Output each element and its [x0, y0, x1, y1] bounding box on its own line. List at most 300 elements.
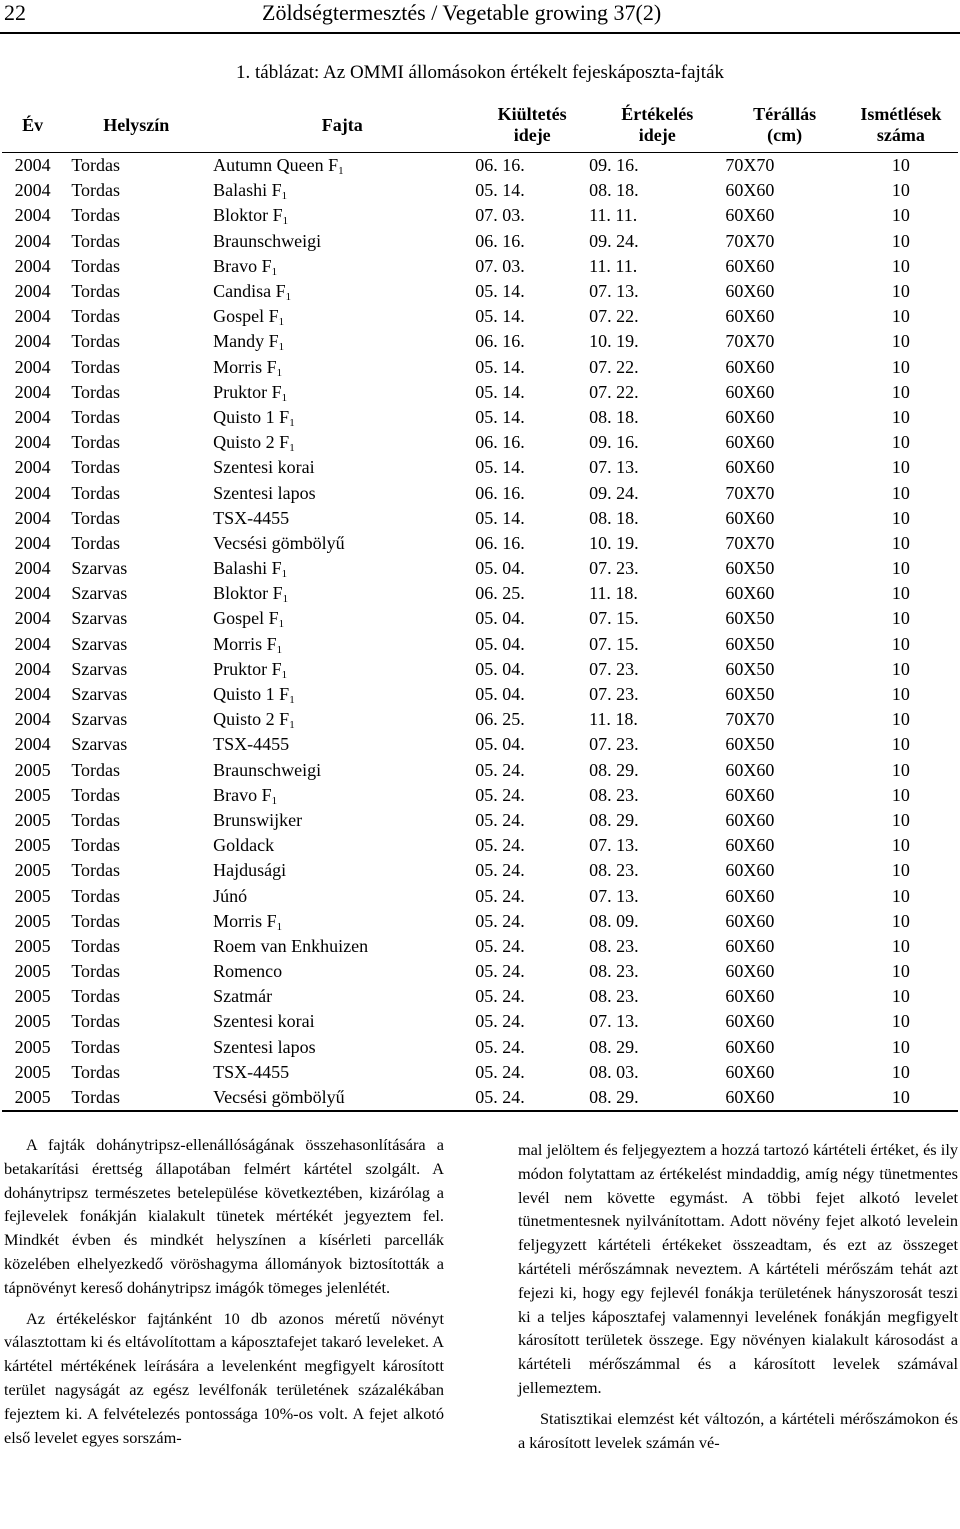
cell-spacing: 60X60 — [725, 1087, 775, 1108]
cell-planting: 06. 16. — [475, 153, 589, 179]
cell-place: Tordas — [71, 281, 121, 302]
cell-variety: Szentesi lapos — [213, 1036, 316, 1057]
cell-repetitions: 10 — [891, 860, 910, 881]
cell-spacing: 60X50 — [725, 684, 775, 705]
cell-year: 2004 — [14, 482, 51, 503]
cell-variety: Szentesi korai — [213, 1011, 315, 1032]
cell-repetitions: 10 — [891, 684, 910, 705]
cell-place: Tordas — [71, 381, 121, 402]
cell-variety: Bloktor $F_1$ — [213, 205, 289, 228]
cell-variety: Szatmár — [213, 986, 273, 1007]
variety-table — [2, 98, 958, 1112]
cell-planting: 05. 24. — [475, 835, 525, 856]
table-row — [2, 304, 958, 329]
cell-year: 2005 — [14, 910, 51, 931]
cell-spacing: 70X70 — [725, 153, 844, 179]
cell-spacing: 60X60 — [725, 356, 775, 377]
cell-year: 2005 — [14, 809, 51, 830]
cell-spacing: 60X60 — [725, 507, 775, 528]
cell-repetitions: 10 — [891, 432, 910, 453]
cell-repetitions: 10 — [891, 734, 910, 755]
cell-spacing: 60X60 — [725, 986, 775, 1007]
header-variety: Fajta — [321, 114, 363, 135]
cell-planting: 06. 25. — [475, 583, 525, 604]
cell-place: Szarvas — [71, 734, 128, 755]
table-row — [2, 657, 958, 682]
journal-title: Zöldségtermesztés / Vegetable growing 37(2) — [262, 0, 662, 25]
cell-place: Tordas — [71, 1011, 121, 1032]
body-left-column — [4, 1133, 444, 1449]
page-number: 22 — [4, 0, 26, 25]
cell-variety-subscript: 1 — [271, 794, 278, 807]
cell-spacing: 60X60 — [725, 935, 775, 956]
cell-variety-subscript: 1 — [281, 668, 288, 681]
cell-year: 2005 — [14, 759, 51, 780]
cell-year: 2004 — [14, 356, 51, 377]
cell-repetitions: 10 — [891, 885, 910, 906]
cell-year: 2004 — [14, 457, 51, 478]
cell-year: 2004 — [14, 709, 51, 730]
cell-repetitions: 10 — [891, 255, 910, 276]
paragraph: mal jelöltem és feljegyeztem a hozzá tartozó kártételi értéket, és ily módon folytattam az értékelést mindaddig, amíg négy tünetmentes levél nem követte egymást. A többi fejet alkotó levelet tünetmentesnek nyilvánítottam. Adott növény fejet alkotó levelein feljegyzett kártételi értékeket összeadtam, és ezt az összeget kártételi mérőszámnak neveztem. A kártételi mérőszám tehát azt fejezi ki, hogy egy fejlevél fonákja területének hányszorosát teszi ki a teljes káposztafej valamennyi levelének fonákján megfigyelt károsított területek összege. Egy növényen kialakult károsodást a kártételi mérőszámmal és a károsított levelek számával jellemeztem. — [518, 1140, 958, 1397]
cell-evaluation: 08. 29. — [589, 759, 639, 780]
cell-spacing: 60X60 — [725, 281, 775, 302]
cell-variety-subscript: 1 — [278, 341, 285, 354]
cell-variety: Braunschweigi — [213, 759, 322, 780]
cell-place: Tordas — [71, 835, 121, 856]
cell-year: 2004 — [14, 558, 51, 579]
cell-place: Tordas — [71, 306, 121, 327]
cell-planting: 05. 14. — [475, 381, 525, 402]
cell-spacing: 60X60 — [725, 860, 775, 881]
cell-planting: 05. 04. — [475, 608, 525, 629]
cell-evaluation: 08. 23. — [589, 860, 639, 881]
cell-repetitions: 10 — [891, 784, 910, 805]
cell-place: Tordas — [71, 1087, 121, 1108]
cell-year: 2005 — [14, 1036, 51, 1057]
cell-planting: 05. 24. — [475, 784, 525, 805]
cell-repetitions: 10 — [891, 180, 910, 201]
cell-variety: Hajdusági — [213, 860, 287, 881]
cell-spacing: 60X60 — [725, 809, 775, 830]
table-row — [2, 203, 958, 228]
cell-evaluation: 08. 23. — [589, 961, 639, 982]
cell-variety: Quisto 1 $F_1$ — [213, 406, 295, 429]
cell-variety: TSX-4455 — [213, 1061, 290, 1082]
cell-place: Szarvas — [71, 558, 128, 579]
cell-spacing: 60X60 — [725, 885, 775, 906]
cell-place: Tordas — [71, 986, 121, 1007]
cell-variety-subscript: 1 — [276, 366, 283, 379]
cell-spacing: 60X60 — [725, 583, 775, 604]
cell-planting: 05. 14. — [475, 356, 525, 377]
header-spacing: Térállás (cm) — [753, 104, 817, 145]
cell-evaluation: 07. 15. — [589, 608, 639, 629]
cell-planting: 05. 24. — [475, 759, 525, 780]
table-row — [2, 984, 958, 1009]
cell-spacing: 70X70 — [725, 482, 775, 503]
cell-spacing: 60X50 — [725, 608, 775, 629]
cell-variety-subscript: 1 — [289, 719, 295, 732]
cell-variety: Pruktor $F_1$ — [213, 381, 288, 404]
cell-planting: 05. 14. — [475, 180, 525, 201]
cell-evaluation: 10. 19. — [589, 331, 639, 352]
cell-spacing: 60X50 — [725, 558, 775, 579]
table-row — [2, 1009, 958, 1034]
cell-repetitions: 10 — [891, 482, 910, 503]
cell-evaluation: 07. 23. — [589, 658, 639, 679]
cell-variety-subscript: 1 — [285, 291, 292, 304]
header-year: Év — [22, 114, 44, 135]
table-row — [2, 959, 958, 984]
cell-evaluation: 11. 11. — [589, 255, 638, 276]
cell-evaluation: 08. 29. — [589, 1036, 639, 1057]
table-row — [2, 808, 958, 833]
cell-repetitions: 10 — [891, 935, 910, 956]
table-row — [2, 531, 958, 556]
table-row — [2, 405, 958, 430]
cell-repetitions: 10 — [891, 809, 910, 830]
cell-variety-subscript: 1 — [276, 643, 283, 656]
cell-place: Tordas — [71, 205, 121, 226]
cell-variety: Vecsési gömbölyű — [213, 1087, 345, 1108]
cell-planting: 05. 04. — [475, 684, 525, 705]
cell-planting: 05. 24. — [475, 935, 525, 956]
header-rule — [0, 32, 960, 34]
cell-spacing: 70X70 — [725, 532, 775, 553]
cell-planting: 06. 25. — [475, 709, 525, 730]
cell-evaluation: 08. 29. — [589, 809, 639, 830]
cell-year: 2004 — [14, 532, 51, 553]
cell-variety: Pruktor $F_1$ — [213, 658, 288, 681]
cell-repetitions: 10 — [844, 153, 958, 179]
cell-place: Tordas — [71, 507, 121, 528]
cell-repetitions: 10 — [891, 558, 910, 579]
cell-repetitions: 10 — [891, 910, 910, 931]
cell-evaluation: 07. 13. — [589, 281, 639, 302]
cell-variety: Gospel $F_1$ — [213, 306, 285, 329]
cell-spacing: 60X60 — [725, 910, 775, 931]
cell-place: Tordas — [71, 885, 121, 906]
cell-year: 2004 — [14, 281, 51, 302]
cell-variety-subscript: 1 — [281, 568, 288, 581]
cell-variety: Quisto 2 $F_1$ — [213, 709, 295, 732]
cell-repetitions: 10 — [891, 306, 910, 327]
cell-place: Tordas — [71, 406, 121, 427]
cell-variety-subscript: 1 — [289, 442, 295, 455]
cell-year: 2004 — [14, 432, 51, 453]
cell-variety: Gospel $F_1$ — [213, 608, 285, 631]
cell-evaluation: 08. 03. — [589, 1061, 639, 1082]
cell-variety: Goldack — [213, 835, 275, 856]
cell-evaluation: 07. 22. — [589, 306, 639, 327]
cell-evaluation: 07. 13. — [589, 835, 639, 856]
cell-place: Tordas — [71, 432, 121, 453]
table-row — [2, 883, 958, 908]
cell-repetitions: 10 — [891, 583, 910, 604]
cell-evaluation: 09. 24. — [589, 230, 639, 251]
cell-year: 2005 — [14, 1087, 51, 1108]
cell-year: 2004 — [14, 255, 51, 276]
cell-place: Tordas — [71, 482, 121, 503]
table-row — [2, 430, 958, 455]
header-evaluation: Értékelés ideje — [621, 104, 694, 145]
cell-variety: Morris $F_1$ — [213, 356, 283, 379]
cell-repetitions: 10 — [891, 1036, 910, 1057]
cell-place: Tordas — [71, 784, 121, 805]
table-row — [2, 153, 958, 179]
cell-repetitions: 10 — [891, 1087, 910, 1108]
cell-planting: 05. 14. — [475, 306, 525, 327]
table-row — [2, 279, 958, 304]
table-row — [2, 1035, 958, 1060]
cell-repetitions: 10 — [891, 961, 910, 982]
cell-variety-subscript: 1 — [282, 593, 289, 606]
cell-spacing: 60X60 — [725, 1061, 775, 1082]
table-row — [2, 581, 958, 606]
cell-variety: TSX-4455 — [213, 734, 290, 755]
cell-planting: 05. 24. — [475, 910, 525, 931]
cell-spacing: 70X70 — [725, 230, 775, 251]
cell-place: Tordas — [71, 961, 121, 982]
cell-year: 2004 — [14, 406, 51, 427]
table-row — [2, 1060, 958, 1085]
cell-variety: Brunswijker — [213, 809, 303, 830]
cell-year: 2005 — [14, 784, 51, 805]
cell-spacing: 60X60 — [725, 205, 775, 226]
cell-evaluation: 08. 23. — [589, 986, 639, 1007]
cell-planting: 05. 04. — [475, 734, 525, 755]
cell-planting: 06. 16. — [475, 482, 525, 503]
table-row — [2, 506, 958, 531]
cell-place: Szarvas — [71, 608, 128, 629]
cell-repetitions: 10 — [891, 633, 910, 654]
cell-planting: 06. 16. — [475, 532, 525, 553]
cell-spacing: 60X60 — [725, 306, 775, 327]
table-row — [2, 455, 958, 480]
cell-evaluation: 09. 24. — [589, 482, 639, 503]
cell-year: 2004 — [14, 507, 51, 528]
cell-year: 2005 — [14, 935, 51, 956]
cell-repetitions: 10 — [891, 986, 910, 1007]
cell-evaluation: 07. 15. — [589, 633, 639, 654]
cell-variety-subscript: 1 — [278, 618, 285, 631]
cell-evaluation: 11. 11. — [589, 205, 638, 226]
cell-planting: 05. 24. — [475, 1087, 525, 1108]
cell-evaluation: 09. 16. — [589, 153, 725, 179]
table-row — [2, 632, 958, 657]
cell-year: 2004 — [14, 205, 51, 226]
cell-year: 2004 — [14, 306, 51, 327]
cell-year: 2004 — [14, 633, 51, 654]
body-right-column — [518, 1138, 958, 1454]
cell-place: Szarvas — [71, 583, 128, 604]
cell-planting: 05. 14. — [475, 281, 525, 302]
cell-variety: Szentesi lapos — [213, 482, 316, 503]
cell-planting: 06. 16. — [475, 331, 525, 352]
cell-repetitions: 10 — [891, 507, 910, 528]
cell-year: 2005 — [14, 1061, 51, 1082]
cell-evaluation: 08. 09. — [589, 910, 639, 931]
cell-planting: 05. 14. — [475, 406, 525, 427]
cell-place: Tordas — [71, 180, 121, 201]
cell-evaluation: 11. 18. — [589, 583, 638, 604]
cell-variety: Quisto 1 $F_1$ — [213, 684, 295, 707]
cell-evaluation: 07. 22. — [589, 381, 639, 402]
cell-planting: 05. 14. — [475, 457, 525, 478]
cell-planting: 06. 16. — [475, 230, 525, 251]
cell-repetitions: 10 — [891, 356, 910, 377]
cell-spacing: 60X60 — [725, 961, 775, 982]
paragraph: A fajták dohánytripsz-ellenállóságának összehasonlítására a betakarítási érettség állapotában felmért kártétel szolgált. A dohánytripsz természetes betelepülése következtében, kizárólag a fejlevelek fonákján kialakult tünetek mértékét jegyeztem fel. Mindkét évben és mindkét helyszínen a kísérleti parcellák közelében elhelyezkedő vöröshagyma állományok biztosították a tápnövényt kereső dohánytripsz imágók tömeges jelenlétét. — [4, 1135, 444, 1297]
cell-year: 2004 — [14, 684, 51, 705]
cell-evaluation: 10. 19. — [589, 532, 639, 553]
cell-year: 2004 — [14, 381, 51, 402]
cell-repetitions: 10 — [891, 709, 910, 730]
cell-year: 2004 — [14, 583, 51, 604]
cell-variety: Bravo $F_1$ — [213, 784, 278, 807]
cell-planting: 05. 24. — [475, 885, 525, 906]
cell-variety: Balashi $F_1$ — [213, 558, 288, 581]
cell-variety: Quisto 2 $F_1$ — [213, 432, 295, 455]
cell-planting: 05. 04. — [475, 633, 525, 654]
cell-evaluation: 07. 13. — [589, 457, 639, 478]
cell-evaluation: 07. 23. — [589, 734, 639, 755]
cell-year: 2005 — [14, 835, 51, 856]
header-repetitions: Ismétlések száma — [860, 104, 942, 145]
table-row — [2, 480, 958, 505]
cell-variety: Balashi $F_1$ — [213, 180, 288, 203]
cell-variety: Morris $F_1$ — [213, 633, 283, 656]
cell-place: Tordas — [71, 759, 121, 780]
cell-evaluation: 08. 18. — [589, 180, 639, 201]
table-row — [2, 254, 958, 279]
table-row — [2, 1085, 958, 1111]
cell-place: Tordas — [71, 1061, 121, 1082]
cell-variety-subscript: 1 — [278, 316, 285, 329]
cell-evaluation: 09. 16. — [589, 432, 639, 453]
cell-year: 2004 — [14, 658, 51, 679]
cell-repetitions: 10 — [891, 608, 910, 629]
cell-spacing: 60X60 — [725, 759, 775, 780]
cell-variety: Vecsési gömbölyű — [213, 532, 345, 553]
cell-spacing: 60X60 — [725, 381, 775, 402]
cell-spacing: 60X60 — [725, 255, 775, 276]
cell-variety: Roem van Enkhuizen — [213, 935, 369, 956]
cell-planting: 05. 24. — [475, 961, 525, 982]
cell-planting: 05. 24. — [475, 986, 525, 1007]
cell-place: Tordas — [71, 255, 121, 276]
cell-year: 2004 — [2, 153, 63, 179]
table-row — [2, 178, 958, 203]
cell-evaluation: 07. 22. — [589, 356, 639, 377]
cell-spacing: 60X60 — [725, 180, 775, 201]
cell-place: Tordas — [71, 356, 121, 377]
cell-place: Tordas — [71, 935, 121, 956]
cell-evaluation: 08. 18. — [589, 507, 639, 528]
table-row — [2, 380, 958, 405]
cell-place: Tordas — [71, 532, 121, 553]
cell-planting: 05. 24. — [475, 860, 525, 881]
cell-evaluation: 08. 29. — [589, 1087, 639, 1108]
cell-year: 2004 — [14, 180, 51, 201]
cell-variety-subscript: 1 — [289, 694, 295, 707]
cell-spacing: 60X50 — [725, 658, 775, 679]
cell-year: 2004 — [14, 331, 51, 352]
cell-evaluation: 07. 23. — [589, 558, 639, 579]
cell-place: Szarvas — [71, 709, 128, 730]
cell-repetitions: 10 — [891, 835, 910, 856]
cell-spacing: 60X60 — [725, 835, 775, 856]
cell-variety-subscript: 1 — [338, 165, 344, 178]
cell-variety-subscript: 1 — [271, 265, 278, 278]
cell-variety: Júnó — [213, 885, 248, 906]
cell-spacing: 60X60 — [725, 457, 775, 478]
cell-variety: Candisa $F_1$ — [213, 281, 292, 304]
table-row — [2, 758, 958, 783]
cell-planting: 05. 04. — [475, 658, 525, 679]
cell-place: Tordas — [71, 457, 121, 478]
cell-variety: Romenco — [213, 961, 283, 982]
cell-place: Tordas — [71, 860, 121, 881]
cell-evaluation: 11. 18. — [589, 709, 638, 730]
cell-variety: Mandy $F_1$ — [213, 331, 285, 354]
paragraph: Az értékeléskor fajtánként 10 db azonos méretű növényt választottam ki és eltávolítottam a káposztafejet takaró leveleket. A kártétel mértékének leírására a levelenként megfigyelt károsított terület nagyságát az egész levélfonák területének százalékában fejeztem ki. A felvételezés pontossága 10%-os volt. A fejet alkotó első levelet egyes sorszám- — [4, 1308, 444, 1447]
cell-year: 2005 — [14, 885, 51, 906]
cell-planting: 05. 24. — [475, 1036, 525, 1057]
table-row — [2, 934, 958, 959]
cell-planting: 05. 24. — [475, 1011, 525, 1032]
cell-year: 2005 — [14, 986, 51, 1007]
cell-spacing: 60X60 — [725, 432, 775, 453]
cell-evaluation: 07. 13. — [589, 885, 639, 906]
cell-repetitions: 10 — [891, 205, 910, 226]
cell-variety: Bravo $F_1$ — [213, 255, 278, 278]
cell-spacing: 60X60 — [725, 1036, 775, 1057]
cell-evaluation: 08. 18. — [589, 406, 639, 427]
cell-repetitions: 10 — [891, 381, 910, 402]
table-row — [2, 707, 958, 732]
cell-place: Tordas — [71, 1036, 121, 1057]
table-body — [2, 153, 958, 1112]
cell-spacing: 70X70 — [725, 331, 775, 352]
cell-year: 2004 — [14, 230, 51, 251]
cell-repetitions: 10 — [891, 230, 910, 251]
cell-variety: Braunschweigi — [213, 230, 322, 251]
cell-variety-subscript: 1 — [289, 416, 295, 429]
cell-planting: 05. 04. — [475, 558, 525, 579]
table-row — [2, 329, 958, 354]
cell-evaluation: 08. 23. — [589, 935, 639, 956]
cell-variety: Szentesi korai — [213, 457, 315, 478]
cell-variety: Autumn Queen $F_1$ — [209, 153, 475, 179]
cell-repetitions: 10 — [891, 759, 910, 780]
cell-place: Tordas — [71, 230, 121, 251]
cell-variety-subscript: 1 — [282, 215, 289, 228]
cell-variety: TSX-4455 — [213, 507, 290, 528]
cell-year: 2004 — [14, 608, 51, 629]
cell-variety-subscript: 1 — [276, 920, 283, 933]
cell-variety: Morris $F_1$ — [213, 910, 283, 933]
cell-place: Szarvas — [71, 633, 128, 654]
cell-planting: 07. 03. — [475, 255, 525, 276]
cell-evaluation: 07. 23. — [589, 684, 639, 705]
cell-place: Szarvas — [71, 658, 128, 679]
cell-spacing: 60X50 — [725, 734, 775, 755]
header-place: Helyszín — [103, 114, 170, 135]
cell-spacing: 60X60 — [725, 1011, 775, 1032]
cell-place: Tordas — [71, 910, 121, 931]
